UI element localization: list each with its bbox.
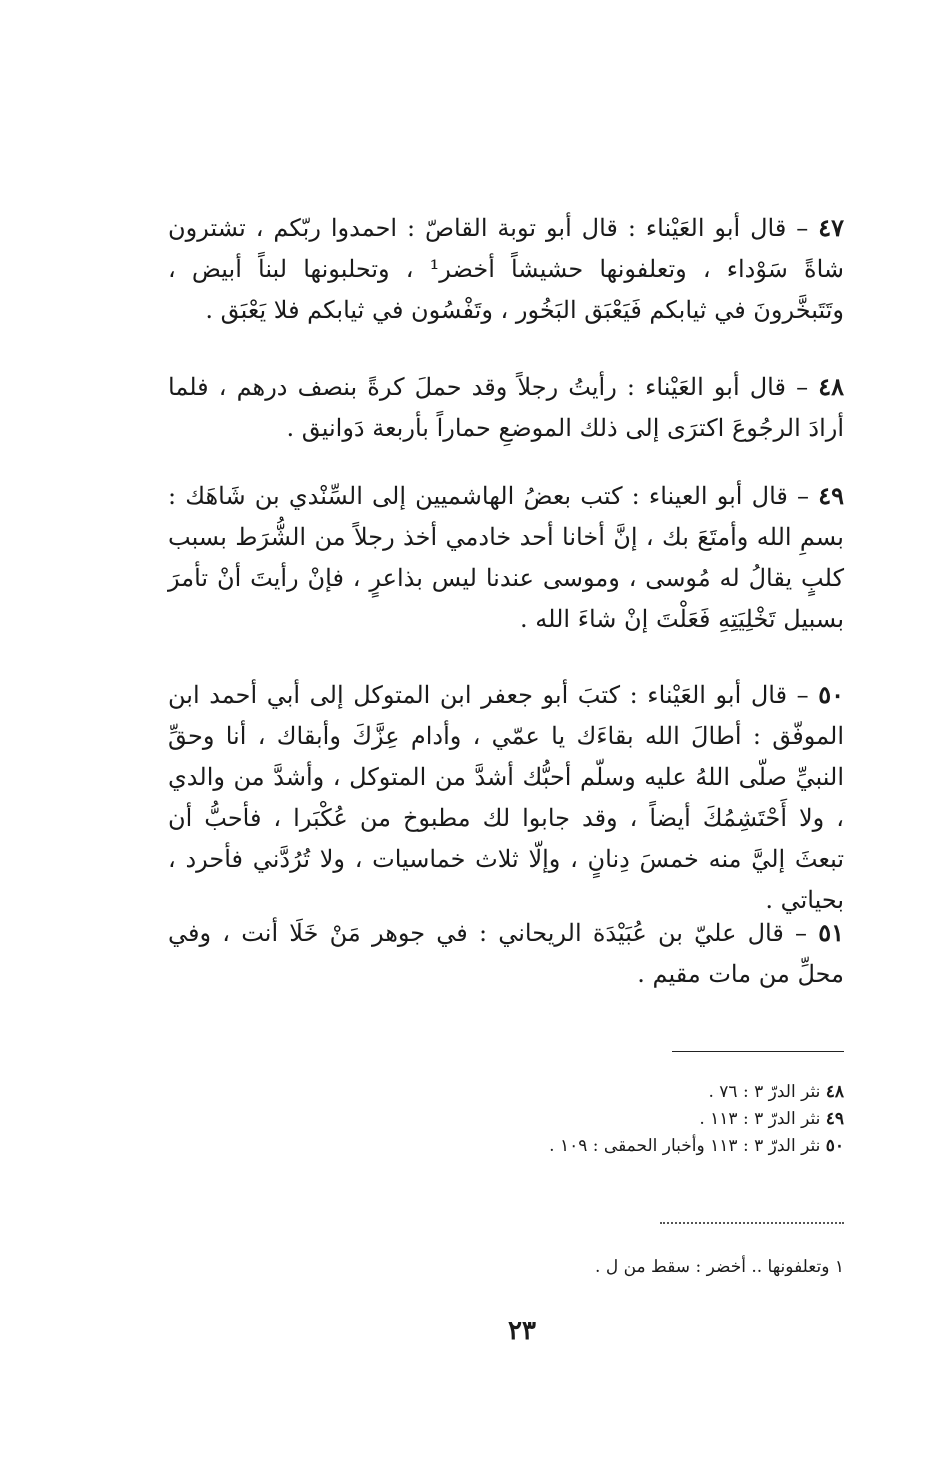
variant-notes — [360, 1254, 844, 1281]
paragraph-number: ٥١ — [818, 918, 844, 947]
source-note-number: ٥٠ — [825, 1136, 844, 1156]
paragraph-48 — [168, 366, 844, 449]
paragraph-text: – قال أبو العَيْناء : كتبَ أبو جعفر ابن المتوكل إلى أبي أحمد ابن الموفّق : أطالَ الله بقاءَك يا عمّي ، وأدام عِزَّكَ وأبقاك ، أنا وحقِّ النبيِّ صلّى اللهُ عليه وسلّم أحبُّك أشدَّ من المتوكل ، وأشدَّ من والدي ، ولا أَحْتَشِمُكَ أيضاً ، وقد جابوا لك مطبوخ من عُكْبَرا ، فأحبُّ أن تبعثَ إليَّ منه خمسَ دِنانٍ ، وإلّا ثلاث خماسيات ، ولا تُرُدَّني فأحرد ، بحياتي . — [168, 681, 844, 914]
source-note — [360, 1079, 844, 1106]
variant-divider — [660, 1222, 844, 1224]
paragraph-text: – قال أبو العَيْناء : قال أبو توبة القاصّ : احمدوا ربّكم ، تشترون شاةً سَوْداء ، وتعلفونها حشيشاً أخضر¹ ، وتحلبونها لبناً أبيض ، وتَتَبخَّرونَ في ثيابكم فَيَعْبَق البَخُور ، وتَفْسُون في ثيابكم فلا يَعْبَق . — [168, 214, 845, 324]
footnote-divider — [672, 1051, 844, 1052]
variant-note-number: ١ — [834, 1257, 844, 1277]
paragraph-number: ٤٧ — [818, 213, 844, 242]
source-note-text: نثر الدرّ ٣ : ١١٣ . — [699, 1109, 821, 1129]
source-note-text: نثر الدرّ ٣ : ١١٣ وأخبار الحمقى : ١٠٩ . — [549, 1136, 821, 1156]
source-note-text: نثر الدرّ ٣ : ٧٦ . — [708, 1082, 821, 1102]
source-note-number: ٤٩ — [825, 1109, 844, 1129]
page-number: ٢٣ — [508, 1316, 536, 1346]
paragraph-text: – قال أبو العيناء : كتب بعضُ الهاشميين إلى السِّنْدي بن شَاهَك : بسمِ الله وأمتَعَ بك ، إنَّ أخانا أحد خادمي أخذ رجلاً من الشُّرَط بسبب كلبٍ يقالُ له مُوسى ، وموسى عندنا ليس بذاعرٍ ، فإنْ رأيتَ أنْ تأمرَ بسبيل تَخْلِيَتِهِ فَعَلْتَ إنْ شاءَ الله . — [168, 482, 844, 633]
source-notes — [360, 1079, 844, 1160]
paragraph-50 — [168, 674, 844, 921]
paragraph-number: ٤٨ — [818, 372, 844, 401]
paragraph-text: – قال عليّ بن عُبَيْدَة الريحاني : في جوهر مَنْ خَلَا أنت ، وفي محلِّ من مات مقيم . — [168, 919, 844, 988]
paragraph-text: – قال أبو العَيْناء : رأيتُ رجلاً وقد حملَ كرةً بنصف درهم ، فلما أرادَ الرجُوعَ اكترَى إلى ذلك الموضعِ حماراً بأربعة دَوانيق . — [168, 373, 844, 442]
paragraph-49 — [168, 475, 844, 640]
variant-note — [360, 1254, 844, 1281]
paragraph-51 — [168, 912, 844, 995]
source-note-number: ٤٨ — [825, 1082, 844, 1102]
source-note — [360, 1133, 844, 1160]
paragraph-number: ٤٩ — [818, 481, 844, 510]
paragraph-47 — [168, 207, 844, 331]
source-note — [360, 1106, 844, 1133]
paragraph-number: ٥٠ — [818, 680, 844, 709]
variant-note-text: وتعلفونها .. أخضر : سقط من ل . — [595, 1257, 830, 1277]
